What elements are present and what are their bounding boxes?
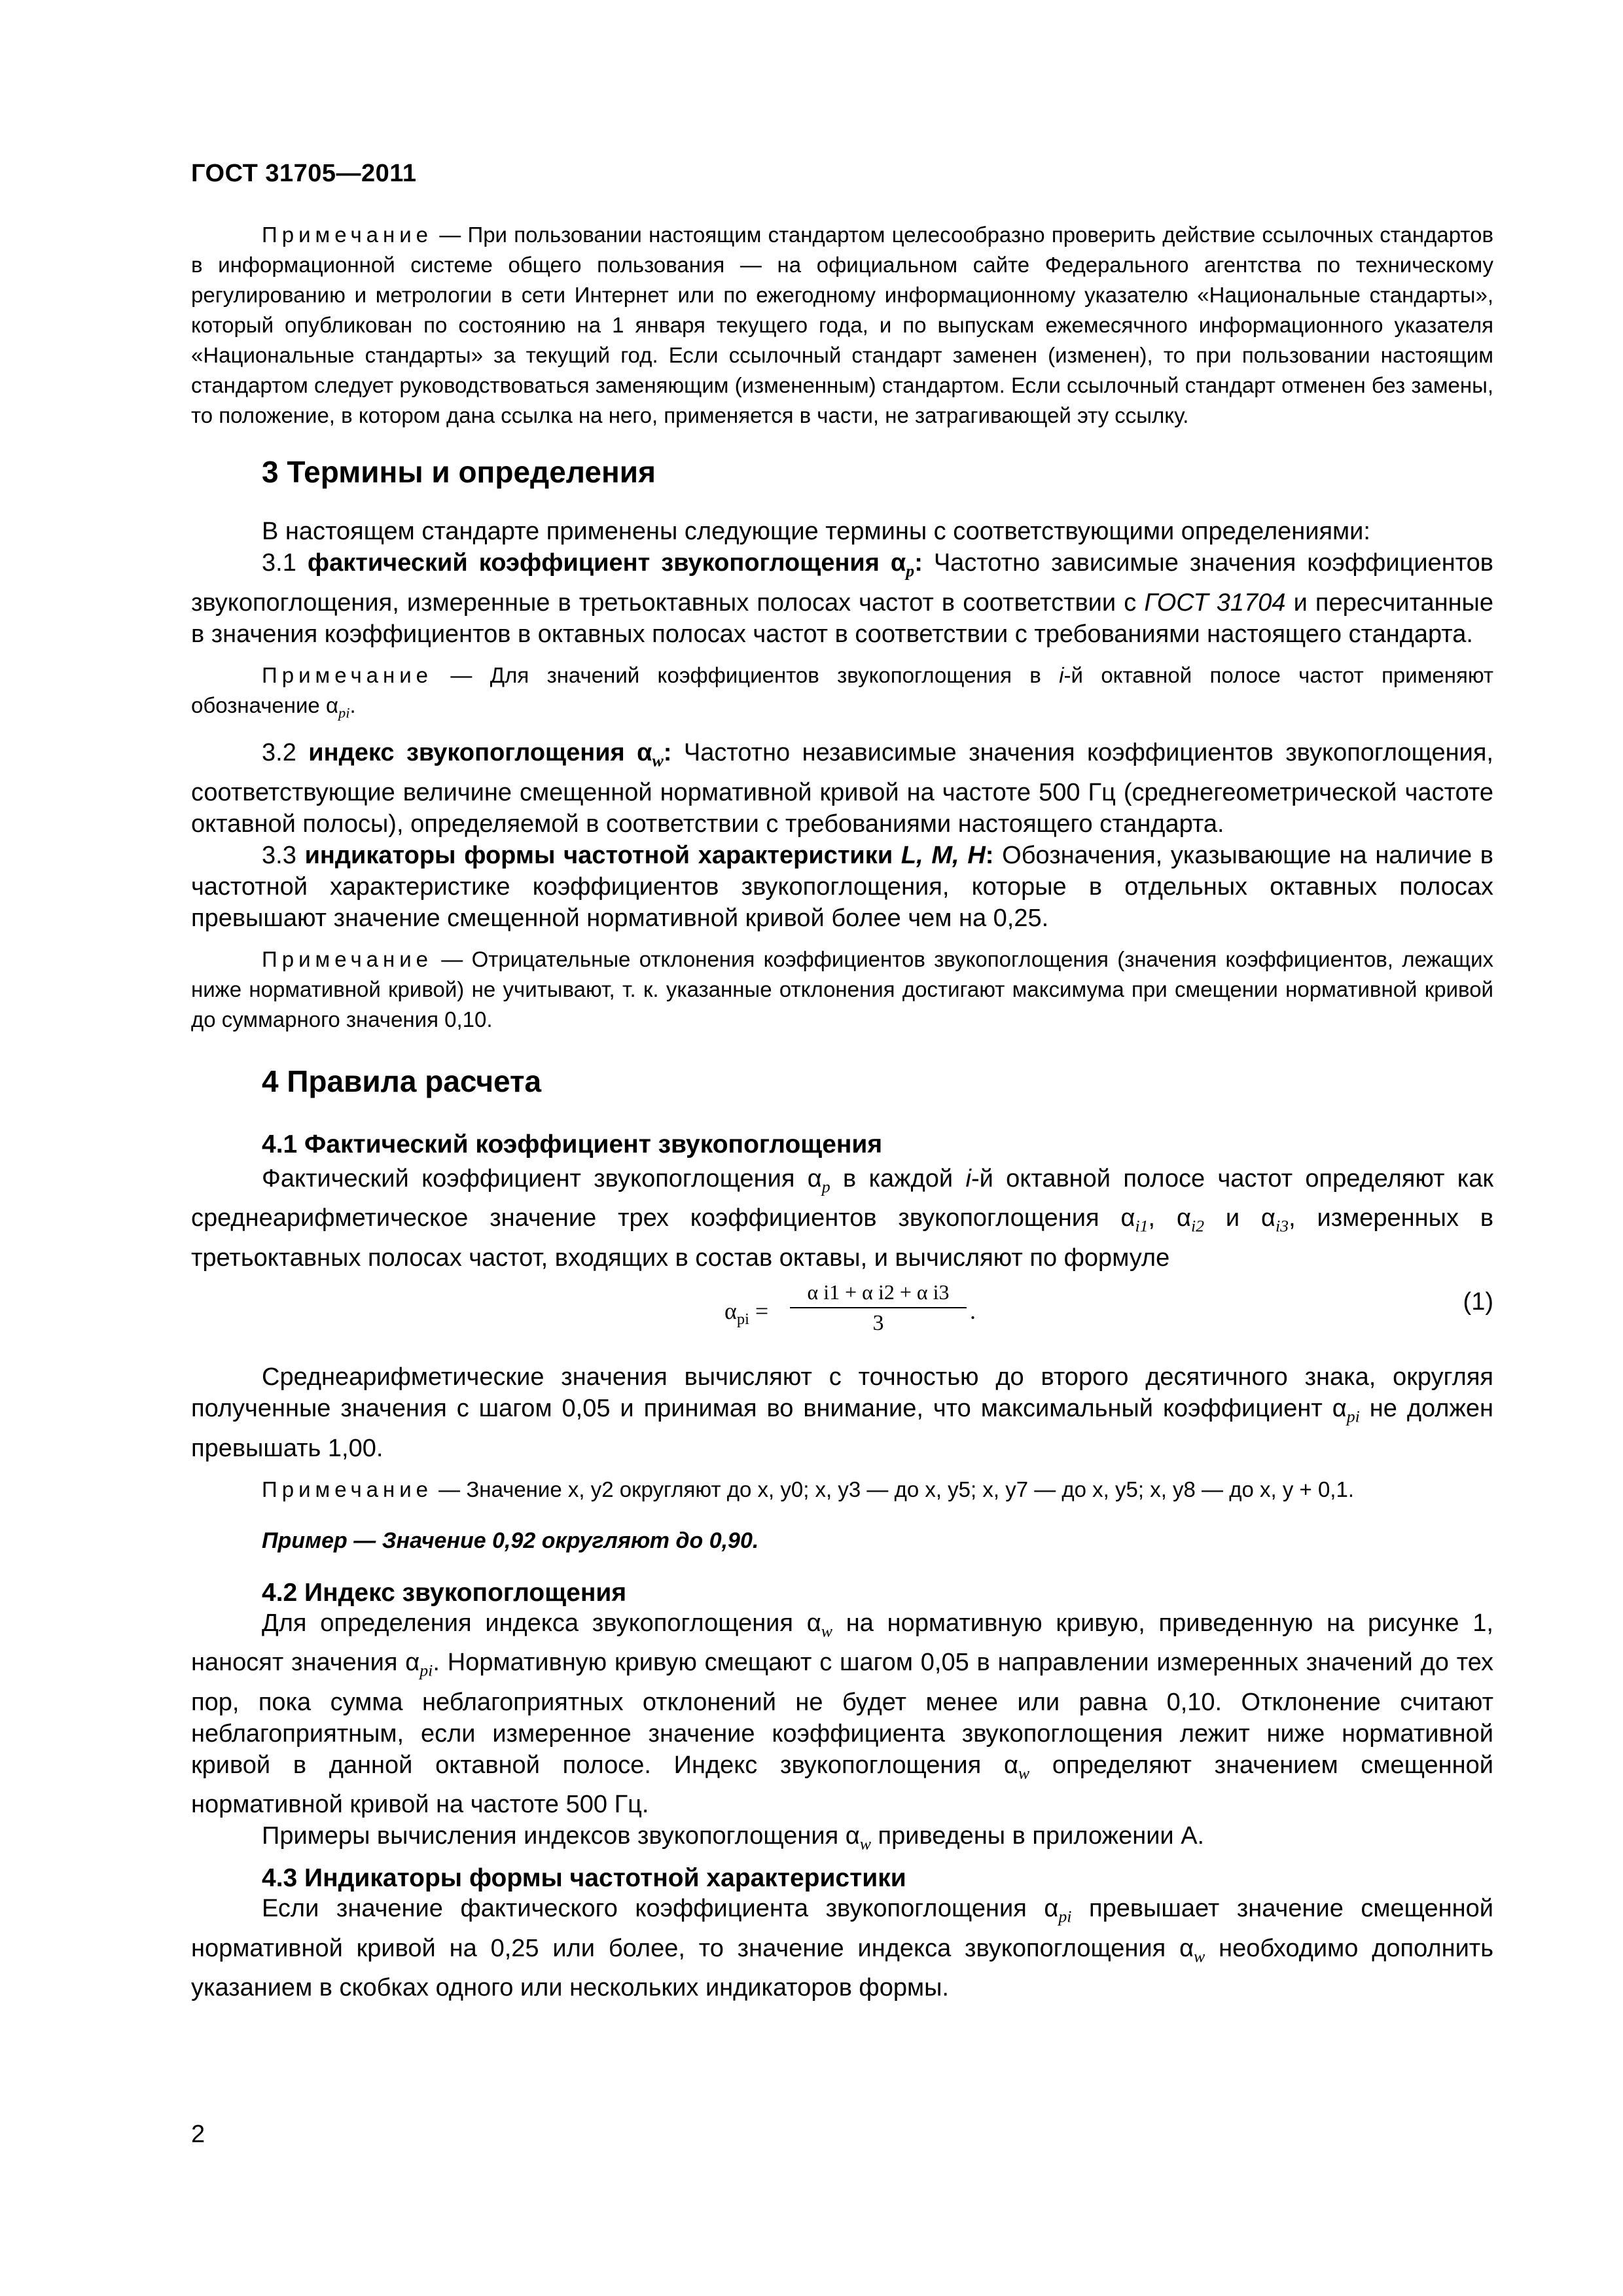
term-subscript: p <box>906 561 915 581</box>
note-label: Примечание <box>262 223 433 247</box>
term-text: Обозначения, указывающие на наличие в частотной характеристике коэффициентов звукопоглощения, которые в отдельных октавных полосах превышают значение смещенной нормативной кривой более чем на 0,25. <box>191 841 1493 932</box>
subsection-4-2-heading: 4.2 Индекс звукопоглощения <box>262 1578 627 1607</box>
note-subscript: pi <box>338 704 350 721</box>
paragraph-4-1-1 <box>191 1163 1493 1274</box>
subsection-4-1-heading: 4.1 Фактический коэффициент звукопоглощения <box>262 1130 883 1158</box>
text: . Нормативную кривую смещают с шагом 0,05 в направлении измеренных значений до тех пор, пока сумма неблагоприятных отклонений не будет менее или равна 0,10. Отклонение считают неблагоприятным, если измеренное значение коэффициента звукопоглощения лежит ниже нормативной кривой в данной октавной полосе. Индекс звукопоглощения α <box>191 1649 1493 1779</box>
subscript: pi <box>1058 1907 1072 1926</box>
subsection-4-3-heading: 4.3 Индикаторы формы частотной характеристики <box>262 1863 906 1892</box>
paragraph-4-2-2 <box>191 1820 1493 1860</box>
paragraph-4-1-2 <box>191 1361 1493 1464</box>
term-colon: : <box>663 739 672 767</box>
note-label: Примечание <box>262 662 433 687</box>
formula-period: . <box>970 1297 976 1324</box>
text: определяют значением смещенной нормативной кривой на частоте 500 Гц. <box>191 1751 1493 1819</box>
text: приведены в приложении А. <box>870 1822 1205 1850</box>
note-label: Примечание <box>262 1477 433 1501</box>
term-text: Частотно зависимые значения коэффициентов звукопоглощения, измеренные в третьоктавных полосах частот в соответствии с <box>191 549 1493 617</box>
text: Фактический коэффициент звукопоглощения α <box>262 1164 822 1193</box>
page-content <box>191 220 1493 2003</box>
term-title: индикаторы формы частотной характеристики <box>304 841 901 869</box>
formula-alpha: α <box>724 1297 737 1324</box>
subscript: w <box>859 1834 871 1854</box>
subscript: p <box>821 1177 830 1196</box>
term-letters: L, M, H <box>901 841 986 869</box>
text: Если значение фактического коэффициента звукопоглощения α <box>262 1894 1059 1922</box>
text: -й октавной полосе частот определяют как среднеарифметическое значение трех коэффициентов звукопоглощения α <box>191 1164 1493 1232</box>
example-rounding: Пример — Значение 0,92 округляют до 0,90. <box>262 1528 759 1553</box>
equation-number: (1) <box>1463 1287 1493 1316</box>
section-3-intro: В настоящем стандарте применены следующие термины с соответствующими определениями: <box>262 518 1370 545</box>
text: , измеренных в третьоктавных полосах частот, входящих в состав октавы, и вычисляют по формуле <box>191 1204 1494 1272</box>
formula-denominator: 3 <box>872 1310 884 1335</box>
paragraph-4-2-1 <box>191 1607 1493 1821</box>
note-text: — При пользовании настоящим стандартом целесообразно проверить действие ссылочных стандартов в информационной системе общего пользования — на официальном сайте Федерального агентства по техническому регулированию и метрологии в сети Интернет или по ежегодному информационному указателю «Национальные стандарты», который опубликован по состоянию на 1 января текущего года, и по выпускам ежемесячного информационного указателя «Национальные стандарты» за текущий год. Если ссылочный стандарт заменен (изменен), то при пользовании настоящим стандартом следует руководствоваться заменяющим (измененным) стандартом. Если ссылочный стандарт отменен без замены, то положение, в котором дана ссылка на него, применяется в части, не затрагивающей эту ссылку. <box>191 223 1493 427</box>
term-subscript: w <box>652 751 664 770</box>
page-header: ГОСТ 31705—2011 <box>191 160 417 187</box>
note-end: . <box>349 692 356 717</box>
fraction-bar <box>790 1307 967 1308</box>
italic: i <box>965 1164 971 1193</box>
formula-lhs <box>724 1297 768 1329</box>
text: на нормативную кривую, приведенную на рисунке 1, наносят значения α <box>191 1609 1493 1677</box>
subscript: i1 <box>1135 1216 1149 1236</box>
formula-numerator: α i1 + α i2 + α i3 <box>807 1280 950 1304</box>
term-3-2 <box>191 737 1493 840</box>
term-3-1 <box>191 547 1493 650</box>
text: и α <box>1204 1204 1275 1232</box>
note-text: — Для значений коэффициентов звукопоглощения в <box>433 662 1060 687</box>
section-4-heading: 4 Правила расчета <box>262 1064 542 1098</box>
term-colon: : <box>985 841 994 869</box>
formula-subscript: pi <box>736 1310 749 1329</box>
term-colon: : <box>914 549 923 577</box>
note-references <box>191 220 1493 431</box>
note-text: -й октавной полосе частот применяют обозначение α <box>191 662 1493 717</box>
section-3-heading: 3 Термины и определения <box>262 455 656 489</box>
text: Примеры вычисления индексов звукопоглощения α <box>262 1822 860 1850</box>
note-italic: i <box>1059 662 1064 687</box>
note-rounding <box>191 1475 1493 1505</box>
subscript: pi <box>1346 1407 1360 1426</box>
formula-1 <box>191 1280 1493 1352</box>
subscript: i3 <box>1275 1216 1289 1236</box>
note-text: — Отрицательные отклонения коэффициентов звукопоглощения (значения коэффициентов, лежащих ниже нормативной кривой) не учитывают, т. к. указанные отклонения достигают максимума при смещении нормативной кривой до суммарного значения 0,10. <box>191 946 1493 1031</box>
term-number: 3.2 <box>262 739 309 767</box>
term-number: 3.1 <box>262 549 308 577</box>
term-text: и пересчитанные в значения коэффициентов в октавных полосах частот в соответствии с требованиями настоящего стандарта. <box>191 588 1494 648</box>
subscript: w <box>1194 1946 1205 1966</box>
note-alpha-pi <box>191 660 1493 728</box>
formula-fraction <box>790 1280 967 1336</box>
standard-reference: ГОСТ 31704 <box>1144 588 1286 617</box>
note-text: — Значение x, y2 округляют до x, y0; x, y3 — до x, y5; x, y7 — до x, y5; x, y8 — до x, y + 0,1. <box>433 1477 1354 1501</box>
subscript: w <box>1018 1763 1030 1783</box>
paragraph-4-3-1 <box>191 1893 1493 2003</box>
text: в каждой <box>830 1164 966 1193</box>
text: не должен превышать 1,00. <box>191 1394 1494 1462</box>
text: превышает значение смещенной нормативной кривой на 0,25 или более, то значение индекса звукопоглощения α <box>191 1894 1493 1962</box>
subscript: i2 <box>1190 1216 1205 1236</box>
text: Для определения индекса звукопоглощения α <box>262 1609 821 1637</box>
note-label: Примечание <box>262 946 433 971</box>
term-text: Частотно независимые значения коэффициентов звукопоглощения, соответствующие величине смещенной нормативной кривой на частоте 500 Гц (среднегеометрической частоте октавной полосы), определяемой в соответствии с требованиями настоящего стандарта. <box>191 739 1493 838</box>
page-number: 2 <box>191 2121 205 2148</box>
note-negative-deviations <box>191 944 1493 1035</box>
term-title: индекс звукопоглощения α <box>308 739 652 767</box>
text: необходимо дополнить указанием в скобках одного или нескольких индикаторов формы. <box>191 1934 1494 2002</box>
text: Среднеарифметические значения вычисляют с точностью до второго десятичного знака, округляя полученные значения с шагом 0,05 и принимая во внимание, что максимальный коэффициент α <box>191 1363 1493 1422</box>
subscript: w <box>821 1621 832 1641</box>
term-3-3 <box>191 840 1493 934</box>
formula-equals: = <box>749 1297 769 1324</box>
text: , α <box>1148 1204 1191 1232</box>
subscript: pi <box>419 1660 433 1680</box>
term-number: 3.3 <box>262 841 305 869</box>
term-title: фактический коэффициент звукопоглощения α <box>307 549 906 577</box>
